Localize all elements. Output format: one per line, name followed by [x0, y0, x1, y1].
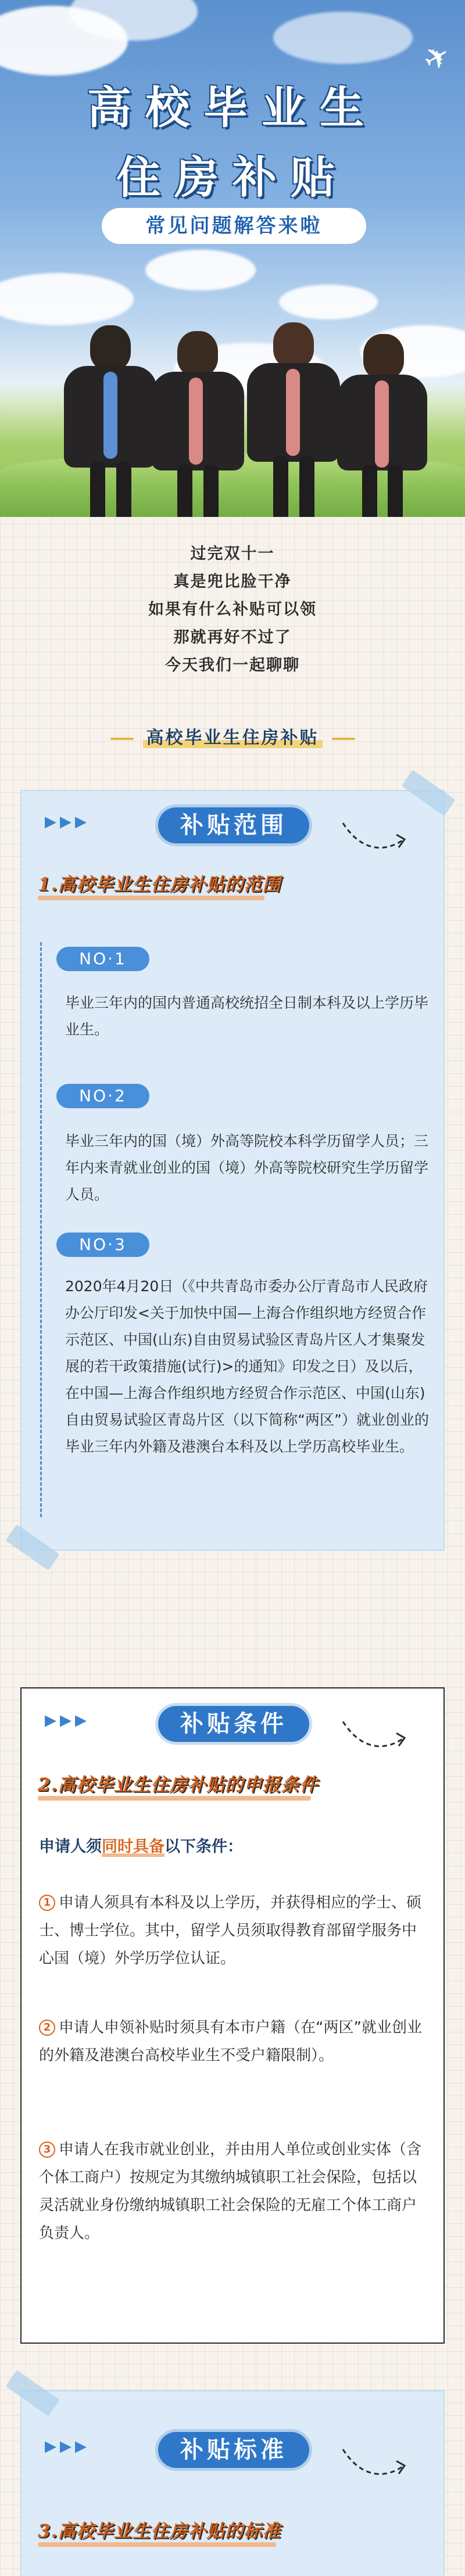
swoosh-arrow-icon	[338, 817, 414, 858]
intro-line: 今天我们一起聊聊	[165, 656, 300, 674]
item-text: 毕业三年内的国内普通高校统招全日制本科及以上学历毕业生。	[65, 994, 429, 1038]
intro-tag-label: 高校毕业生住房补贴	[143, 728, 323, 748]
divider	[332, 738, 355, 740]
intro-line: 过完双十一	[190, 545, 275, 563]
conditions-lead	[39, 1834, 243, 1856]
hero-title-line1: 高校毕业生	[87, 82, 378, 134]
condition-item	[39, 1889, 428, 1973]
item-text: 毕业三年内的国（境）外高等院校本科学历留学人员；三年内来青就业创业的国（境）外高等院校研究生学历留学人员。	[65, 1133, 429, 1203]
arrow-right-icon: ▶▶▶	[45, 2438, 90, 2455]
lead-prefix: 申请人须	[39, 1838, 102, 1856]
number-circle-icon: 1	[39, 1895, 55, 1911]
item-number-badge: NO·3	[56, 1233, 149, 1257]
item-number-badge: NO·1	[56, 947, 149, 971]
title-underline	[38, 1796, 311, 1801]
section-title-text: 2.高校毕业生住房补贴的申报条件	[38, 1774, 319, 1795]
title-underline	[38, 2542, 276, 2547]
hero-banner	[0, 0, 465, 517]
item-number-badge: NO·2	[56, 1084, 149, 1108]
swoosh-arrow-icon	[338, 2444, 414, 2484]
number-circle-icon: 2	[39, 2020, 55, 2036]
condition-item	[39, 2136, 428, 2247]
intro-text	[0, 540, 465, 680]
lead-suffix: 以下条件：	[164, 1838, 243, 1856]
item-text: 2020年4月20日（《中共青岛市委办公厅青岛市人民政府办公厅印发<关于加快中国—上海合作组织地方经贸合作示范区、中国(山东)自由贸易试验区青岛片区人才集聚发展的若干政策措施(试行)>的通知》印发之日）及以后，在中国—上海合作组织地方经贸合作示范区、中国(山东)自由贸易试验区青岛片区（以下简称“两区”）就业创业的毕业三年内外籍及港澳台本科及以上学历高校毕业生。	[65, 1278, 429, 1455]
hero-subtitle: 常见问题解答来啦	[102, 208, 366, 244]
intro-line: 如果有什么补贴可以领	[148, 601, 317, 619]
tape-decoration	[5, 1524, 59, 1570]
cloud	[279, 285, 378, 319]
section-conditions-card	[20, 1687, 445, 2344]
airplane-icon: ✈	[417, 37, 457, 80]
intro-tag	[0, 723, 465, 749]
condition-text: 申请人申领补贴时须具有本市户籍（在“两区”就业创业的外籍及港澳台高校毕业生不受户籍限制）。	[39, 2019, 422, 2064]
section-title	[38, 1770, 318, 1796]
condition-text: 申请人在我市就业创业，并由用人单位或创业实体（含个体工商户）按规定为其缴纳城镇职工社会保险，包括以灵活就业身份缴纳城镇职工社会保险的无雇工个体工商户负责人。	[39, 2141, 422, 2242]
section-title	[38, 2516, 281, 2542]
title-underline	[38, 896, 264, 900]
condition-text: 申请人须具有本科及以上学历，并获得相应的学士、硕士、博士学位。其中，留学人员须取得教育部留学服务中心国（境）外学历学位认证。	[39, 1894, 422, 1967]
number-circle-icon: 3	[39, 2142, 55, 2158]
hero-title-line2: 住房补贴	[116, 152, 349, 203]
timeline-line	[40, 942, 42, 1517]
cloud	[273, 12, 413, 64]
swoosh-arrow-icon	[338, 1716, 414, 1756]
intro-line: 那就再好不过了	[173, 628, 292, 646]
section-title	[38, 870, 281, 896]
section-scope-card	[20, 790, 445, 1551]
arrow-right-icon: ▶▶▶	[45, 1712, 90, 1729]
section-standard-card	[20, 2390, 445, 2576]
tape-decoration	[401, 770, 455, 815]
section-title-text: 1.高校毕业生住房补贴的范围	[38, 874, 281, 895]
condition-item	[39, 2014, 428, 2070]
lead-highlight: 同时具备	[102, 1838, 164, 1856]
cloud	[0, 273, 134, 325]
section-pill: 补贴条件	[158, 1706, 309, 1742]
section-pill: 补贴标准	[158, 2432, 309, 2468]
intro-line: 真是兜比脸干净	[173, 573, 292, 591]
section-title-text: 3.高校毕业生住房补贴的标准	[38, 2521, 281, 2542]
divider	[110, 738, 134, 740]
section-pill: 补贴范围	[158, 807, 309, 843]
arrow-right-icon: ▶▶▶	[45, 813, 90, 831]
cloud	[145, 250, 256, 290]
tape-decoration	[5, 2370, 59, 2416]
